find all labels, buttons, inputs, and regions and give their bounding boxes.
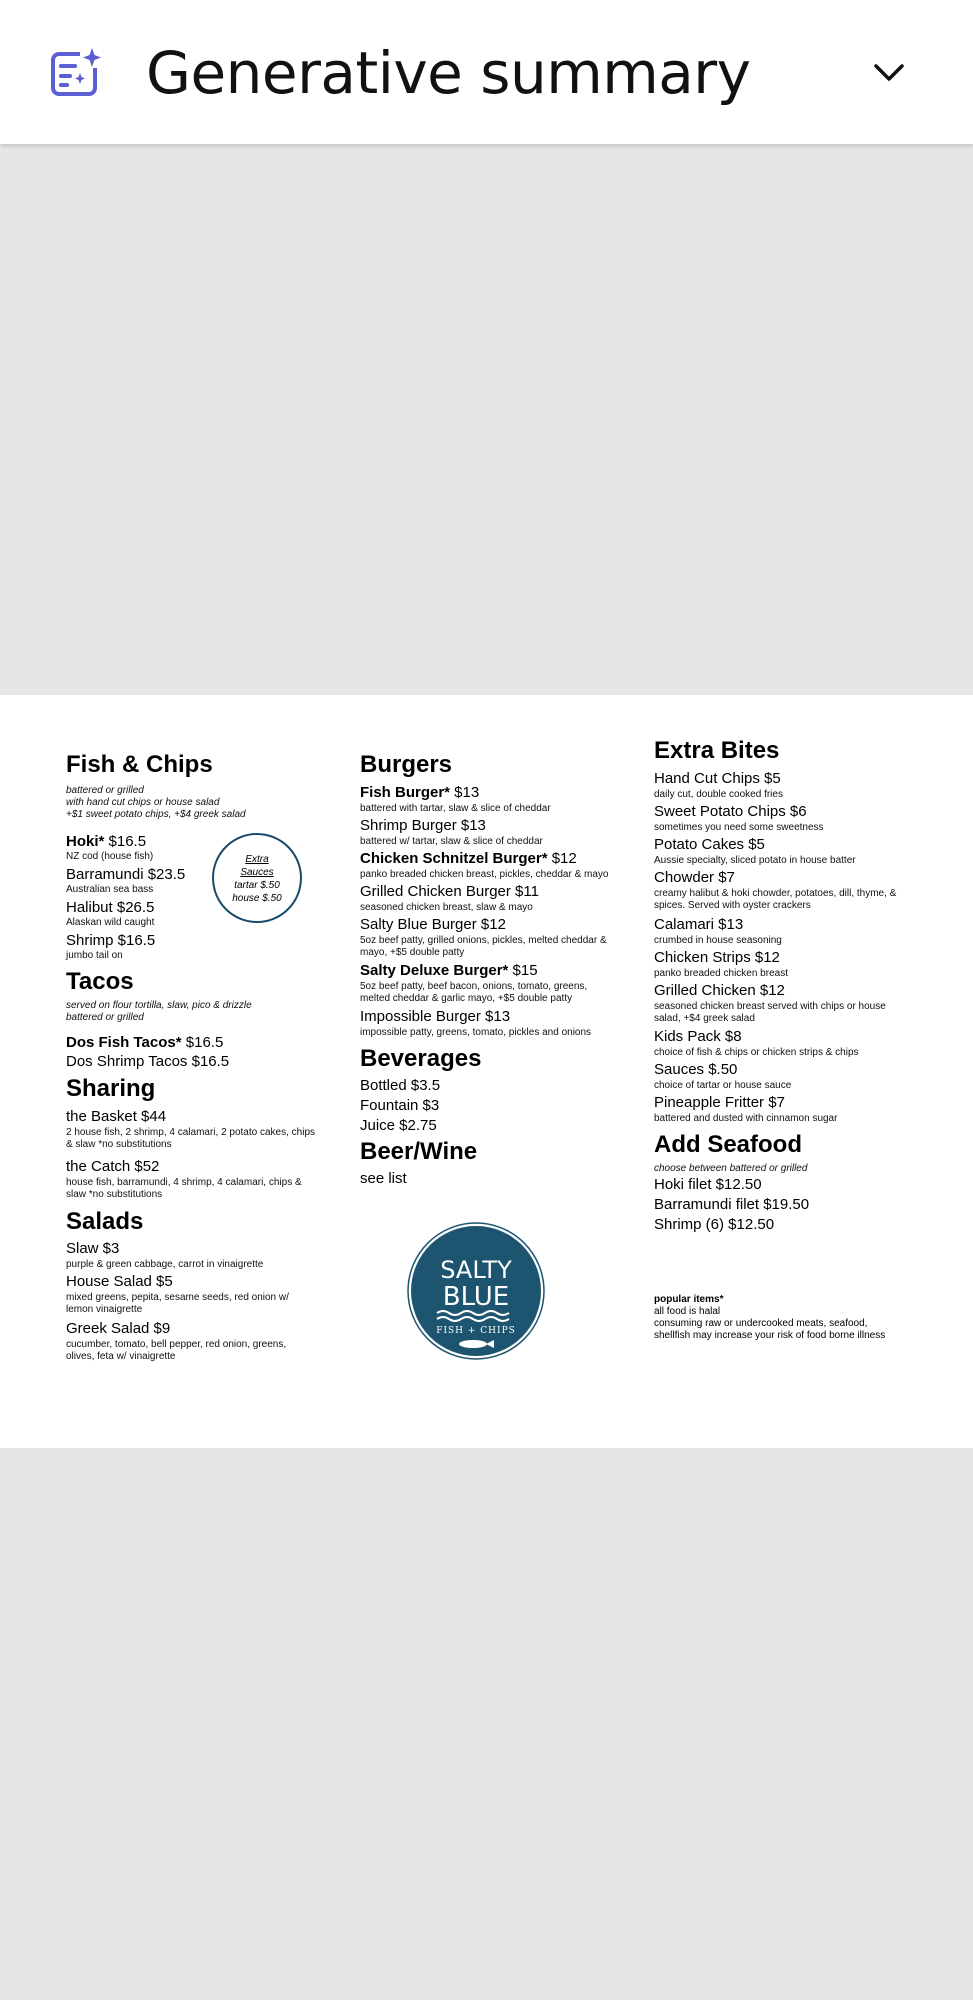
salty-blue-logo — [407, 1222, 545, 1360]
item-description: crumbed in house seasoning — [654, 935, 782, 946]
menu-item: Hand Cut Chips $5 — [654, 770, 781, 787]
item-description: battered with tartar, slaw & slice of cheddar — [360, 803, 551, 814]
section-title: Tacos — [66, 968, 134, 995]
chevron-down-icon[interactable] — [872, 56, 906, 90]
section-title: Beer/Wine — [360, 1138, 478, 1165]
menu-item: Calamari $13 — [654, 916, 744, 933]
section-title: Add Seafood — [654, 1131, 802, 1158]
badge-line: tartar $.50 — [234, 880, 280, 891]
item-description: impossible patty, greens, tomato, pickles and onions — [360, 1027, 592, 1038]
badge-line: house $.50 — [232, 893, 282, 904]
menu-item: Kids Pack $8 — [654, 1028, 742, 1045]
section-note: +$1 sweet potato chips, +$4 greek salad — [66, 809, 246, 820]
popular-note: popular items* — [654, 1294, 724, 1305]
section-note: battered or grilled — [66, 785, 144, 796]
menu-item: Shrimp (6) $12.50 — [654, 1216, 775, 1233]
page-title: Generative summary — [146, 39, 751, 107]
item-description: seasoned chicken breast served with chips or house salad, +$4 greek salad — [654, 1001, 886, 1024]
menu-item: Impossible Burger $13 — [360, 1008, 511, 1025]
menu-item: Halibut $26.5 — [66, 899, 155, 916]
section-note: with hand cut chips or house salad — [66, 797, 220, 808]
menu-item: Barramundi filet $19.50 — [654, 1196, 810, 1213]
item-description: choice of fish & chips or chicken strips & chips — [654, 1047, 859, 1058]
menu-item: Shrimp Burger $13 — [360, 817, 486, 834]
menu-item: Fish Burger* $13 — [360, 784, 480, 801]
menu-item: Grilled Chicken $12 — [654, 982, 785, 999]
menu-item: Chicken Schnitzel Burger* $12 — [360, 850, 577, 867]
menu-item: Potato Cakes $5 — [654, 836, 765, 853]
item-description: house fish, barramundi, 4 shrimp, 4 calamari, chips & slaw *no substitutions — [66, 1177, 302, 1200]
item-description: Australian sea bass — [66, 884, 154, 895]
menu-item: the Basket $44 — [66, 1108, 167, 1125]
menu-item: see list — [360, 1170, 407, 1187]
item-description: panko breaded chicken breast — [654, 968, 788, 979]
menu-item: Barramundi $23.5 — [66, 866, 186, 883]
menu-item: Sweet Potato Chips $6 — [654, 803, 807, 820]
item-description: Alaskan wild caught — [66, 917, 155, 928]
menu-item: Hoki filet $12.50 — [654, 1176, 762, 1193]
badge-line: Sauces — [240, 867, 274, 878]
menu-item: Pineapple Fritter $7 — [654, 1094, 785, 1111]
item-description: seasoned chicken breast, slaw & mayo — [360, 902, 533, 913]
section-title: Salads — [66, 1208, 144, 1235]
menu-item: Grilled Chicken Burger $11 — [360, 883, 539, 900]
menu-item: Salty Deluxe Burger* $15 — [360, 962, 538, 979]
item-description: 5oz beef patty, beef bacon, onions, tomato, greens, melted cheddar & garlic mayo, +$5 double patty — [360, 981, 588, 1004]
logo-line2: BLUE — [442, 1282, 510, 1312]
menu-item: the Catch $52 — [66, 1158, 160, 1175]
item-description: creamy halibut & hoki chowder, potatoes, dill, thyme, & spices. Served with oyster crackers — [654, 888, 897, 911]
item-description: jumbo tail on — [66, 950, 123, 961]
section-note: served on flour tortilla, slaw, pico & drizzle — [66, 1000, 252, 1011]
section-title: Extra Bites — [654, 737, 780, 764]
section-title: Sharing — [66, 1075, 156, 1102]
item-description: battered and dusted with cinnamon sugar — [654, 1113, 838, 1124]
halal-note: all food is halal — [654, 1306, 721, 1317]
section-title: Burgers — [360, 751, 453, 778]
menu-item: Chowder $7 — [654, 869, 735, 886]
food-warning: consuming raw or undercooked meats, seafood, shellfish may increase your risk of food borne illness — [654, 1318, 886, 1341]
section-title: Beverages — [360, 1045, 482, 1072]
menu-item: Fountain $3 — [360, 1097, 440, 1114]
extra-sauces-badge — [212, 833, 302, 923]
badge-line: Extra — [245, 854, 269, 865]
item-description: panko breaded chicken breast, pickles, cheddar & mayo — [360, 869, 609, 880]
section-note: choose between battered or grilled — [654, 1163, 808, 1174]
item-description: cucumber, tomato, bell pepper, red onion, greens, olives, feta w/ vinaigrette — [66, 1339, 287, 1362]
item-description: 5oz beef patty, grilled onions, pickles, melted cheddar & mayo, +$5 double patty — [360, 935, 607, 958]
menu-item: Juice $2.75 — [360, 1117, 437, 1134]
menu-item: Hoki* $16.5 — [66, 833, 147, 850]
menu-item: Dos Fish Tacos* $16.5 — [66, 1034, 224, 1051]
menu-item: Sauces $.50 — [654, 1061, 738, 1078]
item-description: sometimes you need some sweetness — [654, 822, 824, 833]
generative-ai-icon — [50, 46, 104, 98]
item-description: battered w/ tartar, slaw & slice of cheddar — [360, 836, 543, 847]
item-description: daily cut, double cooked fries — [654, 789, 783, 800]
menu-item: Shrimp $16.5 — [66, 932, 156, 949]
menu-item: Greek Salad $9 — [66, 1320, 171, 1337]
item-description: purple & green cabbage, carrot in vinaigrette — [66, 1259, 264, 1270]
menu-item: Bottled $3.5 — [360, 1077, 441, 1094]
menu-item: House Salad $5 — [66, 1273, 173, 1290]
menu-item: Dos Shrimp Tacos $16.5 — [66, 1053, 230, 1070]
item-description: choice of tartar or house sauce — [654, 1080, 792, 1091]
item-description: mixed greens, pepita, sesame seeds, red onion w/ lemon vinaigrette — [66, 1292, 289, 1315]
item-description: NZ cod (house fish) — [66, 851, 154, 862]
section-note: battered or grilled — [66, 1012, 144, 1023]
summary-header — [0, 0, 973, 144]
fish-icon — [459, 1340, 487, 1348]
logo-line1: SALTY — [440, 1256, 512, 1284]
item-description: 2 house fish, 2 shrimp, 4 calamari, 2 potato cakes, chips & slaw *no substitutions — [66, 1127, 316, 1150]
menu-item: Salty Blue Burger $12 — [360, 916, 506, 933]
logo-line3: FISH + CHIPS — [436, 1326, 516, 1336]
menu-item: Chicken Strips $12 — [654, 949, 780, 966]
item-description: Aussie specialty, sliced potato in house batter — [654, 855, 856, 866]
section-title: Fish & Chips — [66, 751, 213, 778]
menu-item: Slaw $3 — [66, 1240, 120, 1257]
